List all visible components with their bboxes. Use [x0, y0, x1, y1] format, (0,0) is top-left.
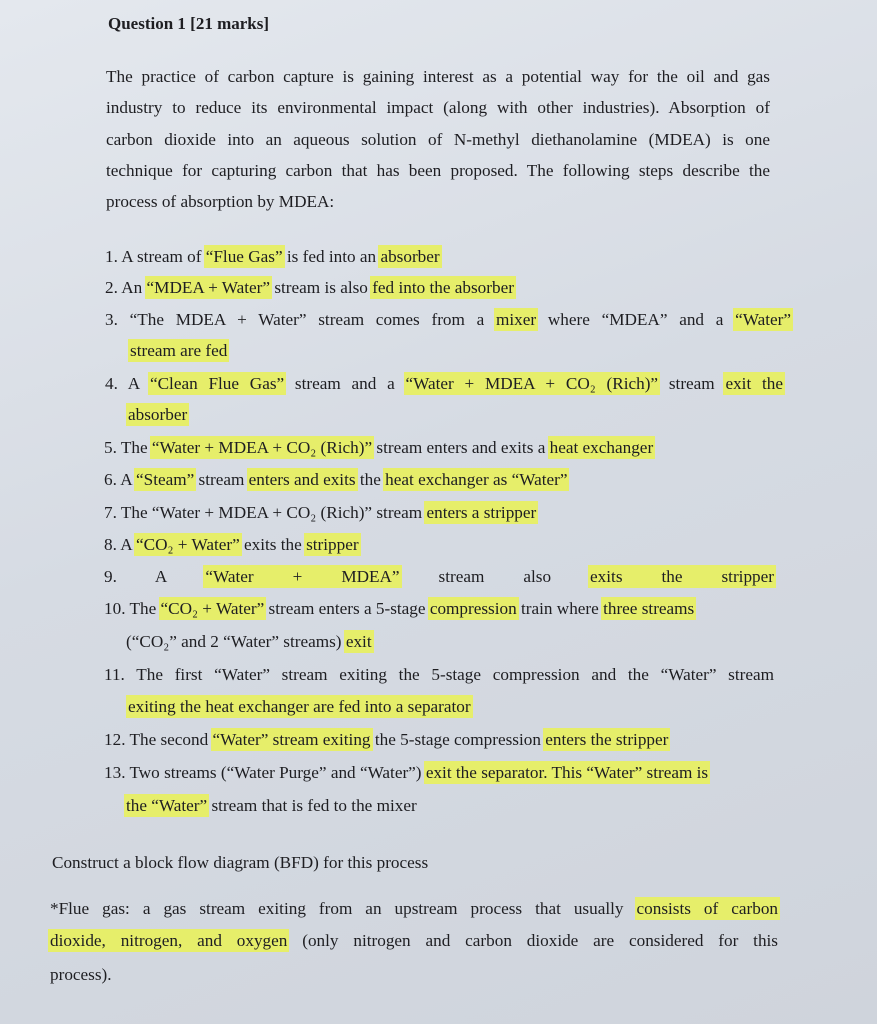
highlighted-text: “Water + MDEA + CO₂ (Rich)” [151, 438, 373, 457]
highlighted-text: absorber [128, 405, 188, 424]
step-text: exits the [239, 535, 307, 554]
highlighted-text: exit the separator. This “Water” stream is [425, 763, 709, 782]
highlighted-text: “Clean Flue Gas” [149, 374, 285, 393]
step-text: train where [516, 599, 604, 618]
highlighted-text: “Water + MDEA” [205, 567, 400, 586]
step-text: 10. The [104, 599, 161, 618]
step-line [126, 795, 417, 817]
highlighted-text: “Steam” [136, 470, 195, 489]
question-title: Question 1 [21 marks] [108, 14, 270, 33]
step-line [105, 309, 791, 331]
step-text: stream that is fed to the mixer [207, 796, 417, 815]
note-line [50, 898, 778, 920]
highlighted-text: exiting the heat exchanger are fed into a separator [128, 697, 471, 716]
step-line [128, 696, 471, 718]
step-text: 3. “The MDEA + Water” stream comes from a [105, 310, 497, 329]
highlighted-text: “MDEA + Water” [146, 278, 271, 297]
note-text: *Flue gas: a gas stream exiting from an upstream process that usually [50, 899, 637, 918]
highlighted-text: “Flue Gas” [205, 247, 283, 266]
step-text: 11. The first “Water” stream exiting the 5-stage compression and the “Water” stream [104, 665, 774, 684]
highlighted-text: mixer [496, 310, 537, 329]
highlighted-text: “CO₂ + Water” [160, 599, 265, 618]
highlighted-text: enters a stripper [426, 503, 537, 522]
highlighted-text: exit the [725, 374, 783, 393]
step-text: where “MDEA” and a [536, 310, 736, 329]
instruction-text: Construct a block flow diagram (BFD) for this process [52, 853, 429, 872]
highlighted-text: enters the stripper [545, 730, 669, 749]
highlighted-text: fed into the absorber [372, 278, 514, 297]
step-text: stream [194, 470, 249, 489]
note-line [50, 930, 778, 952]
intro-line: technique for capturing carbon that has been proposed. The following steps describe the [106, 161, 770, 180]
step-text: stream [658, 374, 726, 393]
step-text: 13. Two streams (“Water Purge” and “Water”) [104, 763, 426, 782]
step-line [104, 729, 668, 751]
step-text: 8. A [104, 535, 136, 554]
highlighted-text: exit [345, 632, 372, 651]
highlighted-text: “Water” stream exiting [212, 730, 371, 749]
highlighted-text: three streams [603, 599, 695, 618]
step-line [105, 277, 514, 299]
step-text: 12. The second [104, 730, 213, 749]
note-text: (only nitrogen and carbon dioxide are considered for this [287, 931, 779, 950]
step-line [104, 534, 359, 556]
step-text: stream also [399, 567, 591, 586]
highlighted-text: dioxide, nitrogen, and oxygen [50, 931, 288, 950]
note-line [50, 964, 112, 986]
intro-line: The practice of carbon capture is gaining interest as a potential way for the oil and gas [106, 67, 770, 86]
step-text: 7. The “Water + MDEA + CO₂ (Rich)” stream [104, 503, 427, 522]
highlighted-text: the “Water” [126, 796, 208, 815]
highlighted-text: compression [429, 599, 517, 618]
step-line [128, 404, 187, 426]
step-text: 9. A [104, 567, 206, 586]
highlighted-text: consists of carbon [636, 899, 779, 918]
step-line [105, 373, 783, 395]
step-line [105, 246, 440, 268]
note-text: process). [50, 965, 112, 984]
step-line [104, 469, 567, 491]
highlighted-text: exits the stripper [590, 567, 774, 586]
step-line [104, 762, 708, 784]
step-text: stream and a [284, 374, 406, 393]
intro-line: carbon dioxide into an aqueous solution of N-methyl diethanolamine (MDEA) is one [106, 130, 770, 149]
step-line [104, 566, 774, 588]
highlighted-text: “Water + MDEA + CO₂ (Rich)” [405, 374, 659, 393]
step-line [104, 664, 774, 686]
step-line [104, 598, 694, 620]
step-line [104, 437, 653, 459]
step-line [104, 502, 536, 524]
step-text: stream enters a 5-stage [264, 599, 430, 618]
step-text: stream is also [270, 278, 373, 297]
step-text: 2. An [105, 278, 147, 297]
step-text: 1. A stream of [105, 247, 206, 266]
highlighted-text: enters and exits [248, 470, 356, 489]
step-text: stream enters and exits a [372, 438, 550, 457]
highlighted-text: heat exchanger [549, 438, 654, 457]
step-text: is fed into an [282, 247, 381, 266]
highlighted-text: “Water” [735, 310, 792, 329]
step-text: (“CO₂” and 2 “Water” streams) [126, 632, 346, 651]
highlighted-text: “CO₂ + Water” [136, 535, 240, 554]
step-line [126, 631, 372, 653]
intro-line: process of absorption by MDEA: [106, 192, 335, 211]
step-text: the [355, 470, 386, 489]
step-text: 5. The [104, 438, 152, 457]
highlighted-text: heat exchanger as “Water” [385, 470, 568, 489]
step-text: 4. A [105, 374, 150, 393]
step-text: 6. A [104, 470, 136, 489]
step-line [130, 340, 227, 362]
highlighted-text: stream are fed [130, 341, 228, 360]
intro-line: industry to reduce its environmental impact (along with other industries). Absorption of [106, 98, 770, 117]
step-text: the 5-stage compression [370, 730, 546, 749]
highlighted-text: stripper [306, 535, 359, 554]
highlighted-text: absorber [380, 247, 440, 266]
